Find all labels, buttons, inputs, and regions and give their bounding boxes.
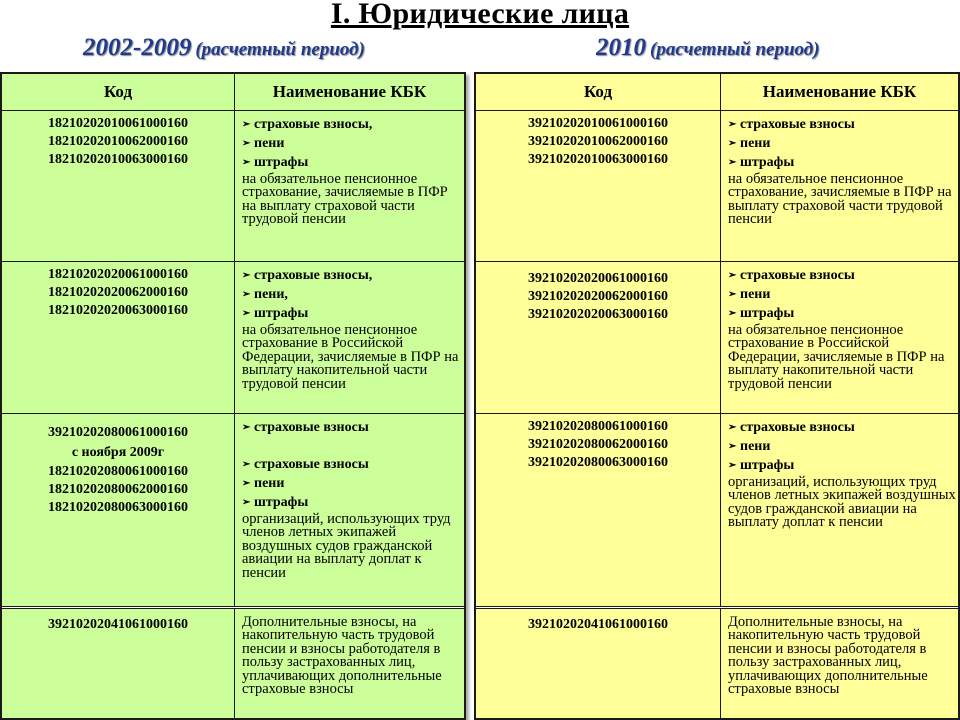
kbk-description-text: организаций, использующих труд членов летных экипажей воздушных судов гражданской авиации на выплату доплат к пенсии <box>728 474 956 531</box>
kbk-code: 39210202041061000160 <box>528 617 668 632</box>
kbk-code: 39210202080063000160 <box>528 455 668 470</box>
list-item: ➢ страховые взносы, <box>242 268 373 283</box>
kbk-codes <box>2 414 235 606</box>
arrow-right-icon: ➢ <box>728 119 737 130</box>
list-item: ➢ пени <box>728 287 771 302</box>
list-item: ➢ штрафы <box>242 306 309 321</box>
list-item: ➢ штрафы <box>728 155 795 170</box>
table-row <box>2 609 464 718</box>
kbk-code-note: с ноября 2009г <box>71 445 165 460</box>
header-code: Код <box>2 74 235 110</box>
arrow-right-icon: ➢ <box>242 138 251 149</box>
kbk-code: 18210202080062000160 <box>48 482 188 497</box>
period-label: (расчетный период) <box>195 39 365 60</box>
table-header-row <box>476 74 958 111</box>
period-years: 2010 <box>596 34 646 61</box>
period-years: 2002-2009 <box>83 34 192 61</box>
kbk-description <box>235 609 464 718</box>
arrow-right-icon: ➢ <box>728 157 737 168</box>
kbk-description <box>721 262 958 413</box>
arrow-right-icon: ➢ <box>242 459 251 470</box>
kbk-code: 18210202010061000160 <box>48 116 188 131</box>
kbk-codes <box>476 414 721 606</box>
arrow-right-icon: ➢ <box>242 497 251 508</box>
table-row <box>476 414 958 606</box>
arrow-right-icon: ➢ <box>242 157 251 168</box>
table-header-row <box>2 74 464 111</box>
arrow-right-icon: ➢ <box>728 289 737 300</box>
list-item: ➢ штрафы <box>242 155 309 170</box>
kbk-description-text: организаций, использующих труд членов летных экипажей воздушных судов гражданской авиации на выплату доплат к пенсии <box>242 511 451 581</box>
arrow-right-icon: ➢ <box>728 138 737 149</box>
kbk-description-text: на обязательное пенсионное страхование в Российской Федерации, зачисляемые в ПФР на выплату накопительной части трудовой пенсии <box>728 322 945 392</box>
kbk-code: 39210202010061000160 <box>528 116 668 131</box>
kbk-code: 18210202020062000160 <box>48 285 188 300</box>
kbk-code: 39210202080062000160 <box>528 437 668 452</box>
kbk-description-text: Дополнительные взносы, на накопительную часть трудовой пенсии и взносы работодателя в пользу застрахованных лиц, уплачивающих дополнительные страховые взносы <box>728 614 928 698</box>
arrow-right-icon: ➢ <box>242 308 251 319</box>
arrow-right-icon: ➢ <box>242 270 251 281</box>
list-item: ➢ штрафы <box>728 306 795 321</box>
kbk-description-text: на обязательное пенсионное страхование в Российской Федерации, зачисляемые в ПФР на выплату накопительной части трудовой пенсии <box>242 322 459 392</box>
arrow-right-icon: ➢ <box>242 289 251 300</box>
list-item: ➢ страховые взносы, <box>242 117 373 132</box>
arrow-right-icon: ➢ <box>728 270 737 281</box>
kbk-codes <box>476 111 721 261</box>
header-code: Код <box>476 74 721 110</box>
kbk-code: 18210202010062000160 <box>48 134 188 149</box>
list-item: ➢ пени, <box>242 287 288 302</box>
table-row <box>476 111 958 262</box>
kbk-description <box>721 414 958 606</box>
kbk-code: 18210202080063000160 <box>48 500 188 515</box>
kbk-code: 39210202010063000160 <box>528 152 668 167</box>
kbk-codes <box>2 609 235 718</box>
kbk-description <box>235 111 464 261</box>
arrow-right-icon: ➢ <box>242 478 251 489</box>
kbk-description <box>721 609 958 718</box>
kbk-description-text: Дополнительные взносы, на накопительную часть трудовой пенсии и взносы работодателя в пользу застрахованных лиц, уплачивающих дополнительные страховые взносы <box>242 614 442 698</box>
kbk-code: 39210202080061000160 <box>48 425 188 440</box>
kbk-code: 18210202080061000160 <box>48 464 188 479</box>
table-row <box>2 111 464 262</box>
list-item: ➢ пени <box>242 136 285 151</box>
kbk-code: 39210202041061000160 <box>48 617 188 632</box>
kbk-description <box>235 414 464 606</box>
kbk-codes <box>476 262 721 413</box>
list-item: ➢ страховые взносы <box>728 268 855 283</box>
table-row <box>476 609 958 718</box>
arrow-right-icon: ➢ <box>242 422 251 433</box>
list-item: ➢ страховые взносы <box>728 117 855 132</box>
list-item: ➢ страховые взносы <box>242 420 369 435</box>
header-name: Наименование КБК <box>762 82 917 101</box>
kbk-description <box>235 262 464 413</box>
kbk-description-text: на обязательное пенсионное страхование, зачисляемые в ПФР на выплату страховой части трудовой пенсии <box>728 171 952 228</box>
arrow-right-icon: ➢ <box>728 422 737 433</box>
period-label: (расчетный период) <box>650 39 820 60</box>
arrow-right-icon: ➢ <box>242 119 251 130</box>
list-item: ➢ страховые взносы <box>728 420 855 435</box>
page-title: I. Юридические лица <box>330 0 630 30</box>
list-item: ➢ штрафы <box>242 495 309 510</box>
kbk-code: 18210202020061000160 <box>48 267 188 282</box>
table-row <box>2 262 464 414</box>
list-item: ➢ штрафы <box>728 458 795 473</box>
arrow-right-icon: ➢ <box>728 460 737 471</box>
kbk-code: 18210202010063000160 <box>48 152 188 167</box>
list-item: ➢ пени <box>728 439 771 454</box>
kbk-codes <box>2 111 235 261</box>
arrow-right-icon: ➢ <box>728 441 737 452</box>
kbk-code: 39210202020063000160 <box>528 307 668 322</box>
list-item: ➢ страховые взносы <box>242 457 369 472</box>
table-row <box>2 414 464 606</box>
arrow-right-icon: ➢ <box>728 308 737 319</box>
kbk-table-2002-2009 <box>0 72 466 720</box>
kbk-code: 39210202020062000160 <box>528 289 668 304</box>
kbk-description <box>721 111 958 261</box>
list-item: ➢ пени <box>728 136 771 151</box>
kbk-code: 18210202020063000160 <box>48 303 188 318</box>
kbk-code: 39210202020061000160 <box>528 271 668 286</box>
kbk-code: 39210202010062000160 <box>528 134 668 149</box>
header-name: Наименование КБК <box>272 82 427 101</box>
period-2010 <box>596 34 820 62</box>
kbk-code: 39210202080061000160 <box>528 419 668 434</box>
period-2002-2009 <box>83 34 365 62</box>
kbk-description-text: на обязательное пенсионное страхование, зачисляемые в ПФР на выплату страховой части трудовой пенсии <box>242 171 448 228</box>
kbk-table-2010 <box>474 72 960 720</box>
list-item: ➢ пени <box>242 476 285 491</box>
kbk-codes <box>476 609 721 718</box>
table-row <box>476 262 958 414</box>
kbk-codes <box>2 262 235 413</box>
